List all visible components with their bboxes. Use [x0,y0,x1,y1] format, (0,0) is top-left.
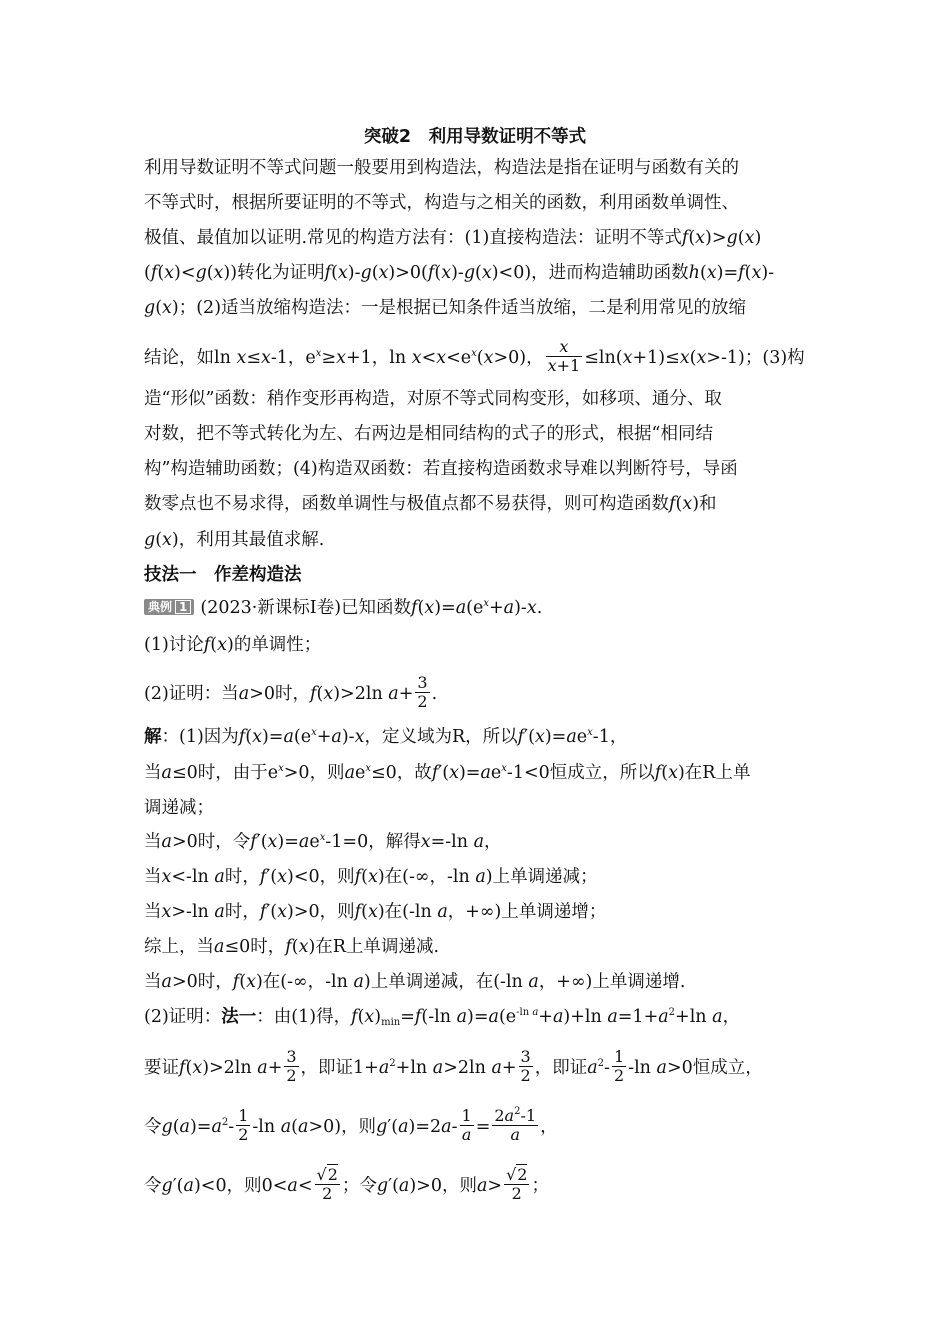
intro-line-3: 极值、最值加以证明.常见的构造方法有：(1)直接构造法：证明不等式f(x)>g(x) [144,228,762,248]
fraction: $\frac{2a^2-1}{a}$ [494,1106,537,1144]
intro-line-8: 对数，把不等式转化为左、右两边是相同结构的式子的形式，根据“相同结 [144,424,713,444]
fraction: $\frac{1}{2}$ [613,1047,625,1085]
solution-line-5: 当x<-ln a时，f′(x)<0，则f(x)在(-∞，-ln a)上单调递减； [144,867,598,887]
fraction: $\frac{3}{2}$ [286,1047,297,1085]
solution-line-8: 当a>0时，f(x)在(-∞，-ln a)上单调递减，在(-ln a，+∞)上单调递增. [144,972,686,992]
solution-line-4: 当a>0时，令$f'(x)=ae^x-1=0$，解得x=-ln a， [144,832,502,852]
intro-line-1: 利用导数证明不等式问题一般要用到构造法，构造法是指在证明与函数有关的 [144,158,739,178]
fraction: $\frac{3}{2}$ [417,673,428,711]
example-tag: 典例 1 [144,599,194,615]
question-1: (1)讨论f(x)的单调性； [144,635,322,655]
solution-line-2: 当a≤0时，由于$e^x>0$，则$ae^x\le 0$，故$f'(x)=ae^x-1<0$恒成立，所以f(x)在R上单 [144,763,751,783]
intro-line-10: 数零点也不易求得，函数单调性与极值点都不易获得，则可构造函数f(x)和 [144,494,717,514]
intro-line-5: g(x)；(2)适当放缩构造法：一是根据已知条件适当放缩，二是利用常见的放缩 [144,298,747,318]
fraction: $\frac{3}{2}$ [520,1047,531,1085]
intro-line-7: 造“形似”函数：稍作变形再构造，对原不等式同构变形，如移项、通分、取 [144,389,722,409]
sqrt-symbol: √2 [316,1165,338,1184]
technique-heading: 技法一 作差构造法 [144,565,302,585]
sqrt-symbol: √2 [506,1165,528,1184]
fraction: $\frac{x}{x+1}$ [547,337,581,375]
intro-line-11: g(x)，利用其最值求解. [144,530,325,550]
intro-line-2: 不等式时，根据所要证明的不等式，构造与之相关的函数，利用函数单调性、 [144,193,739,213]
solution-line-3: 调递减； [144,798,214,818]
proof-line-2: 要证f(x)>2ln a+ $\frac{3}{2}$ ，即证$1+a^2+\ln$ a>2ln a+ $\frac{3}{2}$ ，即证$a^2-$ $\frac{1}{2}$ -ln a>0恒成立， [144,1047,763,1085]
solution-line-7: 综上，当a≤0时，f(x)在R上单调递减. [144,937,440,957]
fraction: $\frac{1}{2}$ [238,1106,249,1144]
question-2: (2)证明：当a>0时，f(x)>2ln a+ $\frac{3}{2}$ . [144,673,438,711]
proof-line-3: 令$g(a)=a^2-$ $\frac{1}{2}$ -ln a(a>0)，则g′(a)=2a- $\frac{1}{a}$ = $\frac{2a^2-1}{a}$ ， [144,1106,558,1144]
proof-line-1: (2)证明：法一：由(1)得，$f(x)_{min}=f(-\ln$ $a)=a(e^{-ln a}+a)+\ln$ $a=1+a^2+\ln$ a， [144,1007,741,1028]
fraction: $\frac{1}{a}$ [461,1106,472,1144]
solution-line-1: 解：(1)因为$f(x)=a(e^x+a)-x$，定义域为R，所以$f'(x)=ae^x-1$， [144,727,628,747]
section-title: 突破2 利用导数证明不等式 [363,127,587,147]
example-statement: 典例 1 (2023·新课标Ⅰ卷)已知函数$f(x)=a(e^x+a)-x$. [144,595,542,621]
solution-line-6: 当x>-ln a时，f′(x)>0，则f(x)在(-ln a，+∞)上单调递增； [144,902,607,922]
intro-line-4: (f(x)<g(x))转化为证明f(x)-g(x)>0(f(x)-g(x)<0)，进而构造辅助函数h(x)=f(x)- [144,263,775,283]
fraction: $\frac{√2}{2}$ [316,1165,338,1203]
solution-label: 解 [144,727,162,747]
intro-line-6: 结论，如ln x≤x-1，$e^x\ge x+1$，$\ln x<x<e^x(x>0)$， $\frac{x}{x+1}$ ≤ln(x+1)≤x(x>-1)；(3)构 [144,337,805,375]
proof-line-4: 令g′(a)<0，则0<a< $\frac{√2}{2}$ ；令g′(a)>0，则a> $\frac{√2}{2}$ ； [144,1165,549,1203]
method-label: 法一 [221,1007,257,1027]
intro-line-9: 构”构造辅助函数；(4)构造双函数：若直接构造函数求导难以判断符号，导函 [144,459,738,479]
fraction: $\frac{√2}{2}$ [506,1165,528,1203]
